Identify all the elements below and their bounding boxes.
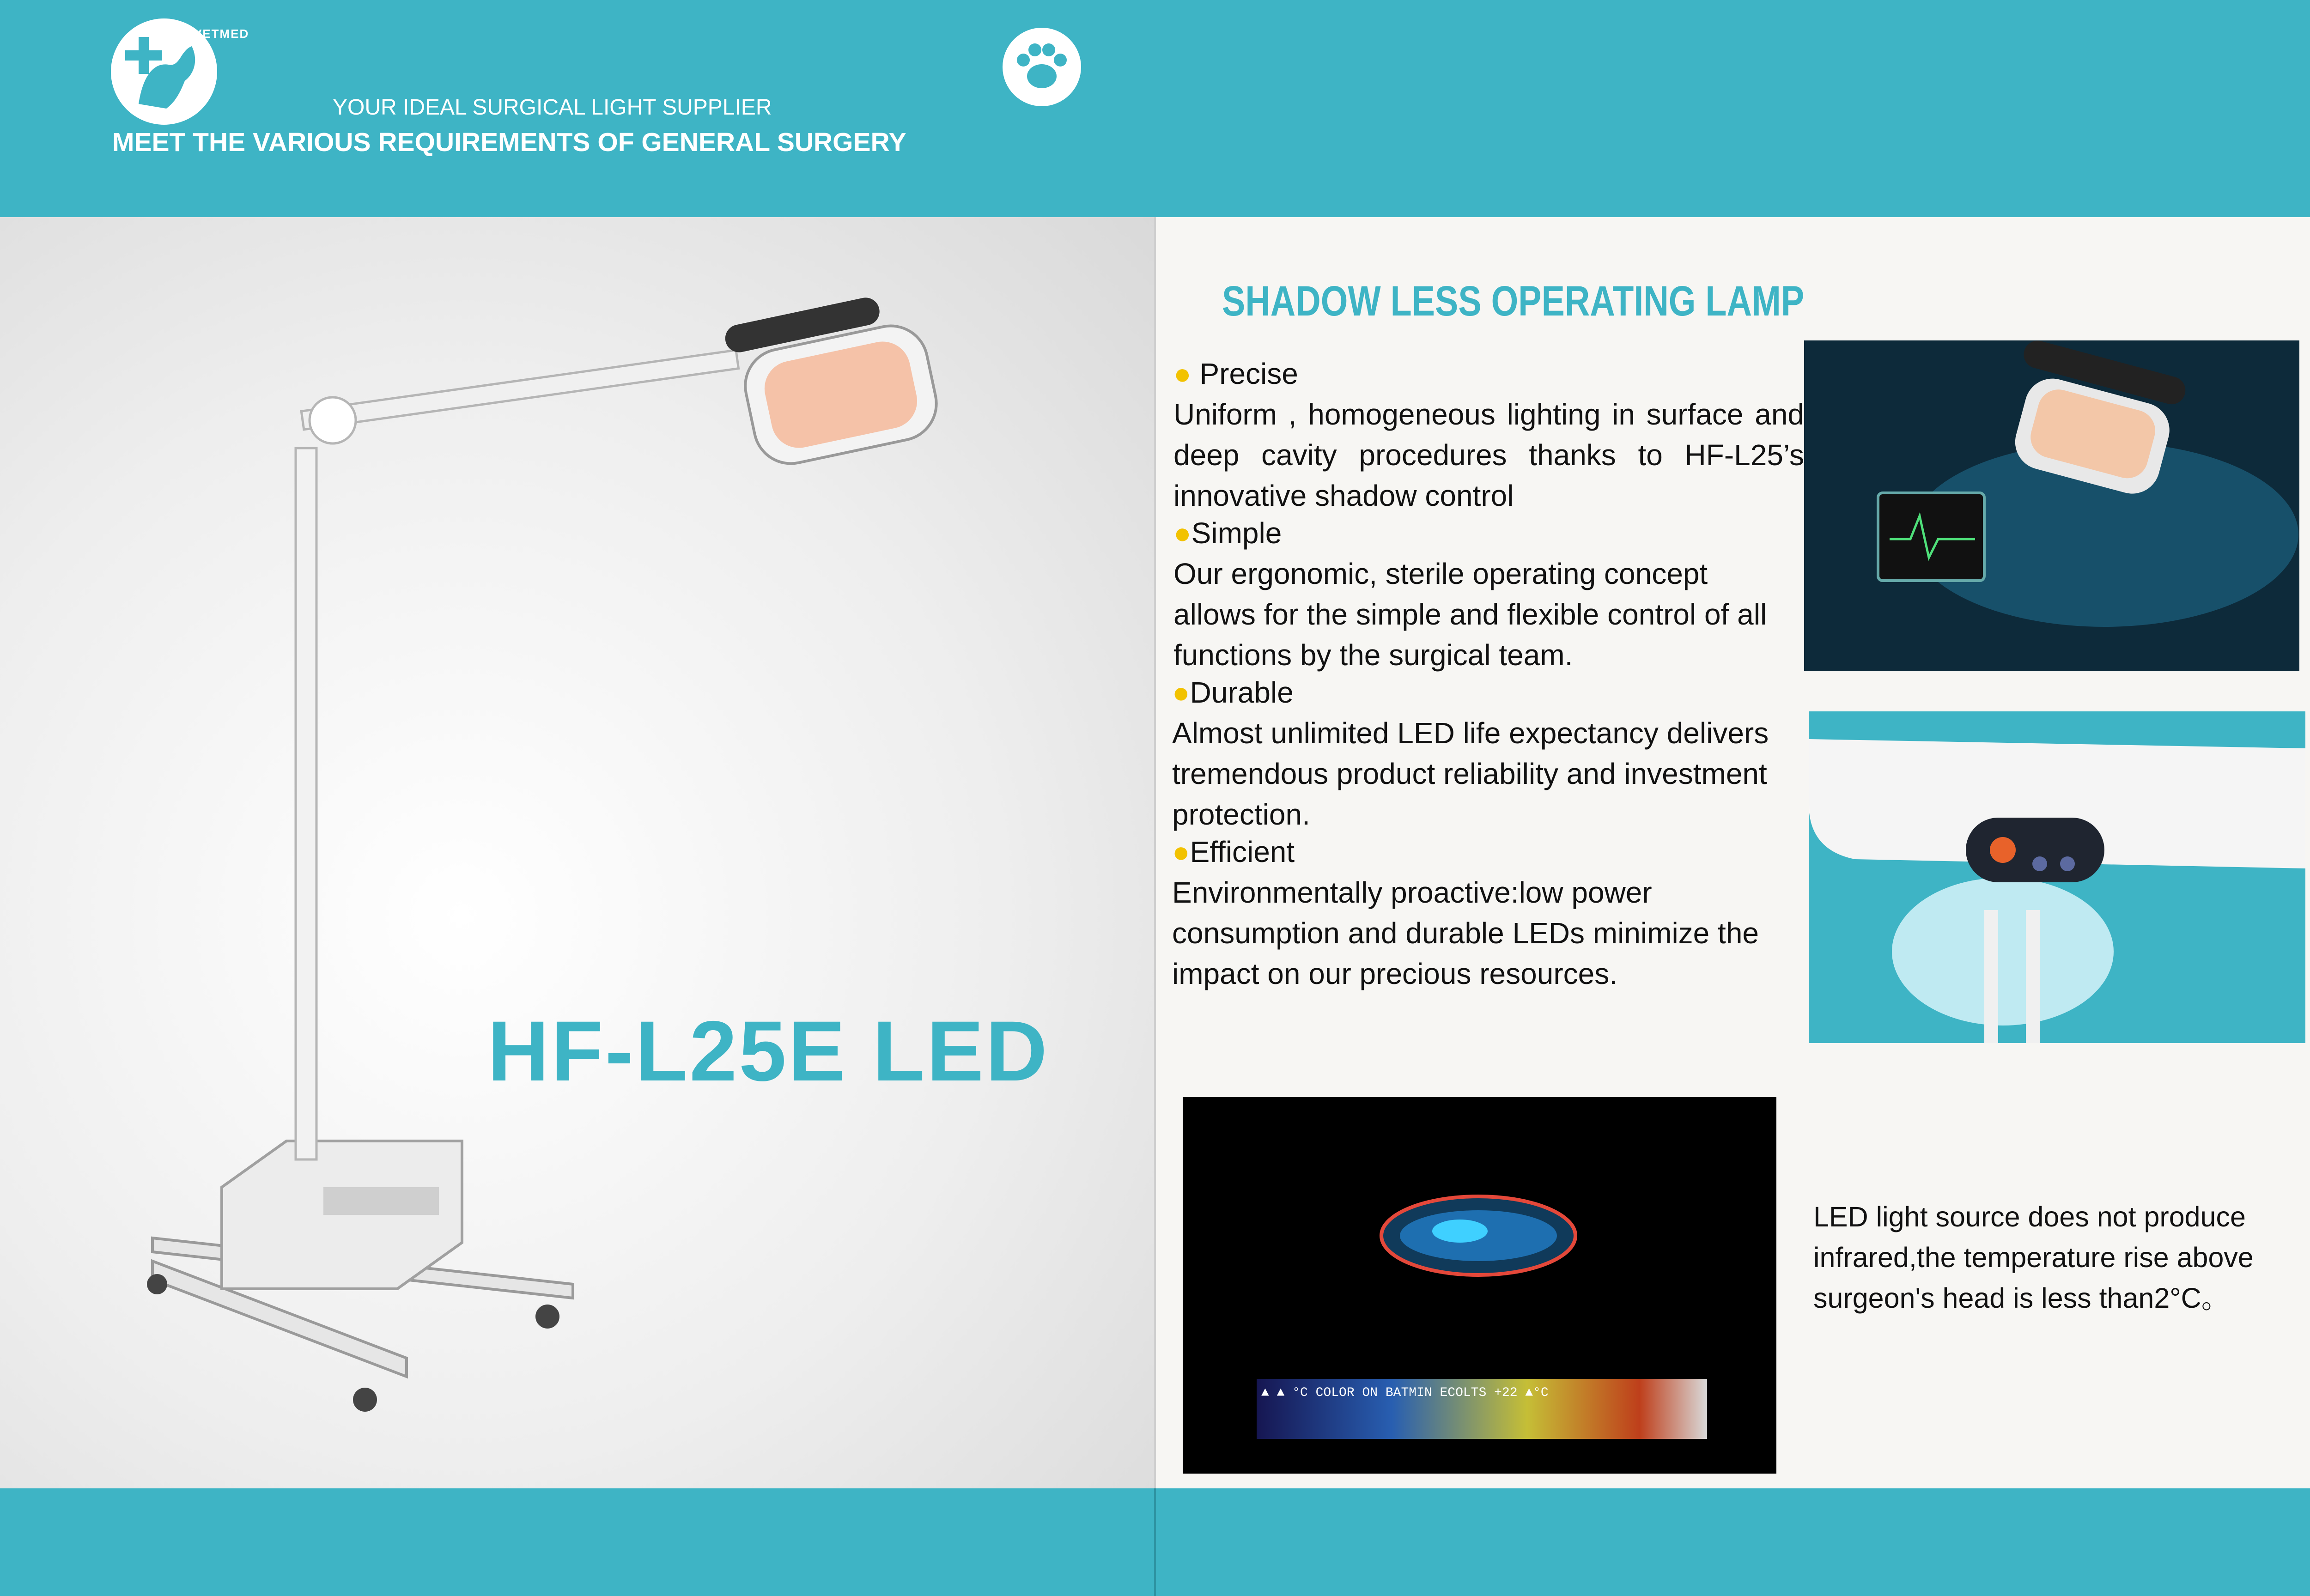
- divider: [1154, 217, 1156, 1596]
- feature-label: Precise: [1199, 357, 1298, 390]
- feature-label: Efficient: [1190, 835, 1295, 868]
- thermal-photo: [1183, 1097, 1776, 1474]
- feature-precise: ● Precise Uniform , homogeneous lighting in surface and deep cavity procedures thanks to HF-L25’s innovative shadow control: [1173, 353, 1804, 516]
- feature-durable: ●Durable Almost unlimited LED life expectancy delivers tremendous product reliability and investment protection.: [1172, 672, 1796, 835]
- feature-text: Almost unlimited LED life expectancy delivers tremendous product reliability and investment protection.: [1172, 716, 1769, 831]
- feature-efficient: ●Efficient Environmentally proactive:low power consumption and durable LEDs minimize the impact on our precious resources.: [1172, 831, 1800, 994]
- feature-simple: ●Simple Our ergonomic, sterile operating concept allows for the simple and flexible control of all functions by the surgical team.: [1173, 513, 1769, 675]
- feature-label: Simple: [1191, 516, 1282, 550]
- product-panel: [0, 217, 1155, 1488]
- feature-label: Durable: [1190, 676, 1294, 709]
- lamp-illustration: [0, 217, 1155, 1488]
- feature-text: Our ergonomic, sterile operating concept allows for the simple and flexible control of all functions by the surgical team.: [1173, 557, 1767, 672]
- section-title: SHADOW LESS OPERATING LAMP: [1222, 278, 1805, 325]
- divider: [1154, 1488, 1156, 1596]
- feature-text: Uniform , homogeneous lighting in surface and deep cavity procedures thanks to HF-L25’s innovative shadow control: [1173, 398, 1804, 512]
- lamp-closeup-photo: [1809, 711, 2305, 1043]
- surgery-photo: [1804, 340, 2299, 671]
- infrared-caption: LED light source does not produce infrared,the temperature rise above surgeon's head is less than2°C。: [1813, 1201, 2254, 1314]
- tagline: YOUR IDEAL SURGICAL LIGHT SUPPLIER: [333, 95, 772, 120]
- paw-logo-icon: [1003, 28, 1081, 106]
- headline: MEET THE VARIOUS REQUIREMENTS OF GENERAL SURGERY: [112, 127, 906, 157]
- product-model: HF-L25E LED: [487, 1004, 1049, 1099]
- logo-text: TOPVETMED: [166, 27, 249, 41]
- thermal-readout: ▲ ▲ °C COLOR ON BATMIN ECOLTS +22 ▲°C: [1261, 1386, 1549, 1400]
- feature-text: Environmentally proactive:low power consumption and durable LEDs minimize the impact on our precious resources.: [1172, 876, 1759, 990]
